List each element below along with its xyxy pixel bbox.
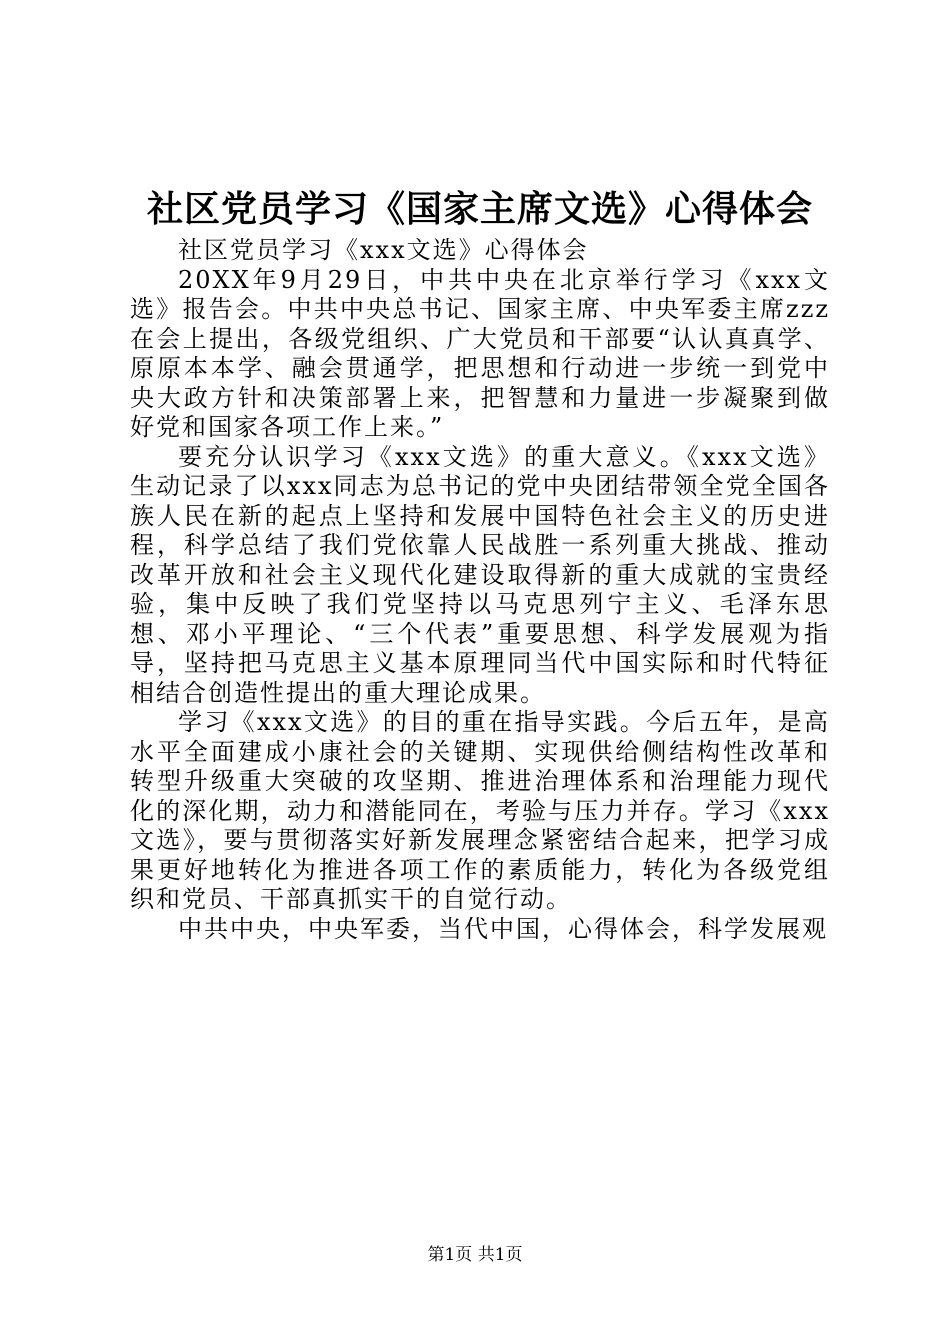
paragraph-intro: 20XX年9月29日，中共中央在北京举行学习《xxx文选》报告会。中共中央总书记、国家主席、中央军委主席zzz在会上提出，各级党组织、广大党员和干部要“认认真真学、原原本本学、融会贯通学，把思想和行动进一步统一到党中央大政方针和决策部署上来，把智慧和力量进一步凝聚到做好党和国家各项工作上来。” — [130, 265, 830, 441]
paragraph-keywords: 中共中央，中央军委，当代中国，心得体会，科学发展观 — [178, 914, 828, 943]
paragraph-significance: 要充分认识学习《xxx文选》的重大意义。《xxx文选》生动记录了以xxx同志为总书记的党中央团结带领全党全国各族人民在新的起点上坚持和发展中国特色社会主义的历史进程，科学总结了我们党依靠人民战胜一系列重大挑战、推动改革开放和社会主义现代化建设取得新的重大成就的宝贵经验，集中反映了我们党坚持以马克思列宁主义、毛泽东思想、邓小平理论、“三个代表”重要思想、科学发展观为指导，坚持把马克思主义基本原理同当代中国实际和时代特征相结合创造性提出的重大理论成果。 — [130, 442, 830, 707]
document-title: 社区党员学习《国家主席文选》心得体会 — [146, 188, 813, 230]
document-body — [130, 236, 830, 944]
paragraph-subtitle: 社区党员学习《xxx文选》心得体会 — [178, 236, 589, 264]
page-footer: 第1页 共1页 — [427, 1245, 523, 1265]
paragraph-practice: 学习《xxx文选》的目的重在指导实践。今后五年，是高水平全面建成小康社会的关键期、实现供给侧结构性改革和转型升级重大突破的攻坚期、推进治理体系和治理能力现代化的深化期，动力和潜能同在，考验与压力并存。学习《xxx文选》，要与贯彻落实好新发展理念紧密结合起来，把学习成果更好地转化为推进各项工作的素质能力，转化为各级党组织和党员、干部真抓实干的自觉行动。 — [130, 708, 830, 913]
